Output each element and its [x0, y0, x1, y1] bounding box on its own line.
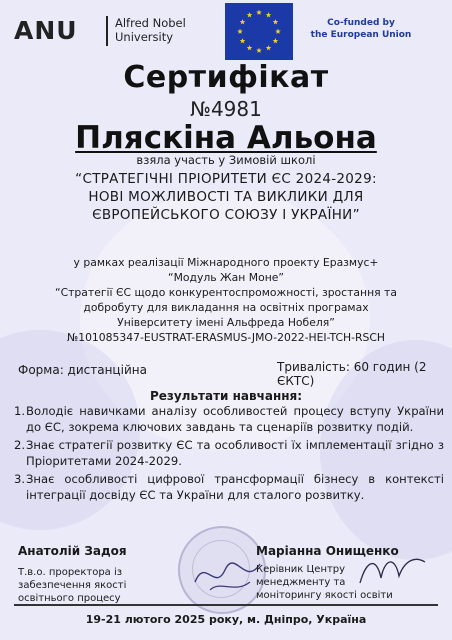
eu-star-icon: [240, 38, 246, 43]
course-title-line: ЄВРОПЕЙСЬКОГО СОЮЗУ І УКРАЇНИ”: [92, 207, 360, 223]
role-line: забезпечення якості: [18, 580, 127, 591]
cofunded-line: the European Union: [310, 30, 412, 40]
role-line: Керівник Центру: [256, 564, 346, 575]
results-heading: Результати навчання:: [149, 389, 303, 403]
result-text: Знає особливості цифрової трансформації бізнесу в контексті інтеграції досвіду ЄС та України для сталого розвитку.: [26, 472, 444, 502]
logo-divider: [106, 16, 108, 46]
framework-line: “Модуль Жан Моне”: [167, 271, 285, 284]
course-title: [0, 170, 452, 224]
item-number: 2.: [14, 438, 26, 452]
project-number: №101085347-EUSTRAT-ERASMUS-JMO-2022-HEI-TCH-RSCH: [66, 331, 386, 344]
eu-star-icon: [240, 19, 246, 24]
project-framework: [0, 255, 452, 345]
footer-divider: [14, 604, 438, 606]
eu-star-icon: [237, 29, 243, 34]
event-dates: 19-21 лютого 2025 року, м. Дніпро, Україна: [85, 613, 367, 626]
framework-line: Університету імені Альфреда Нобеля”: [117, 316, 335, 329]
eu-star-icon: [266, 45, 272, 50]
left-signer-name: Анатолій Задоя: [18, 544, 127, 558]
result-text: Володіє навичками аналізу особливостей процесу вступу України до ЄС, зокрема ключових завдань та сценаріїв розвитку подій.: [26, 404, 444, 434]
item-number: 3.: [14, 472, 26, 486]
certificate-number: №4981: [190, 97, 262, 121]
university-line: Alfred Nobel: [115, 16, 186, 30]
eu-flag-icon: [225, 3, 293, 60]
eu-star-icon: [266, 12, 272, 17]
cofunded-label: [306, 17, 416, 41]
anu-logo: ANU: [14, 16, 78, 45]
course-title-line: “СТРАТЕГІЧНІ ПРІОРИТЕТИ ЄС 2024-2029:: [75, 171, 377, 187]
eu-star-icon: [247, 45, 253, 50]
eu-star-icon: [256, 10, 262, 15]
study-duration: Тривалість: 60 годин (2 ЄКТС): [277, 360, 427, 388]
eu-star-icon: [275, 29, 281, 34]
item-number: 1.: [14, 404, 26, 418]
result-text: Знає стратегії розвитку ЄС та особливості їх імплементації згідно з Пріоритетами 2024-2029.: [26, 438, 444, 468]
study-form: Форма: дистанційна: [18, 363, 147, 377]
university-name: [115, 16, 186, 44]
course-title-line: НОВІ МОЖЛИВОСТІ ТА ВИКЛИКИ ДЛЯ: [88, 189, 364, 205]
framework-line: у рамках реалізації Міжнародного проекту Еразмус+: [73, 256, 379, 269]
role-line: менеджменту та: [256, 577, 346, 588]
right-signer-name: Маріанна Онищенко: [256, 544, 399, 558]
eu-star-icon: [273, 38, 279, 43]
eu-stars-icon: [225, 3, 293, 60]
role-line: Т.в.о. проректора із: [18, 567, 123, 578]
eu-star-icon: [256, 48, 262, 53]
role-line: освітнього процесу: [18, 593, 121, 604]
framework-line: добробуту для викладання на освітніх програмах: [83, 301, 369, 314]
eu-star-icon: [247, 12, 253, 17]
cofunded-line: Co-funded by: [327, 18, 395, 28]
certificate-title: Сертифікат: [123, 60, 329, 95]
left-signer-role: [18, 566, 126, 605]
role-line: моніторингу якості освіти: [256, 590, 393, 601]
list-item: [14, 472, 444, 503]
recipient-name: Пляскіна Альона: [75, 120, 377, 156]
participation-text: взяла участь у Зимовій школі: [136, 153, 316, 167]
results-list: [14, 404, 444, 506]
right-signer-role: [256, 563, 393, 602]
eu-star-icon: [273, 19, 279, 24]
list-item: [14, 438, 444, 469]
university-line: University: [115, 30, 174, 44]
list-item: [14, 404, 444, 435]
framework-line: “Стратегії ЄС щодо конкурентоспроможності, зростання та: [55, 286, 397, 299]
